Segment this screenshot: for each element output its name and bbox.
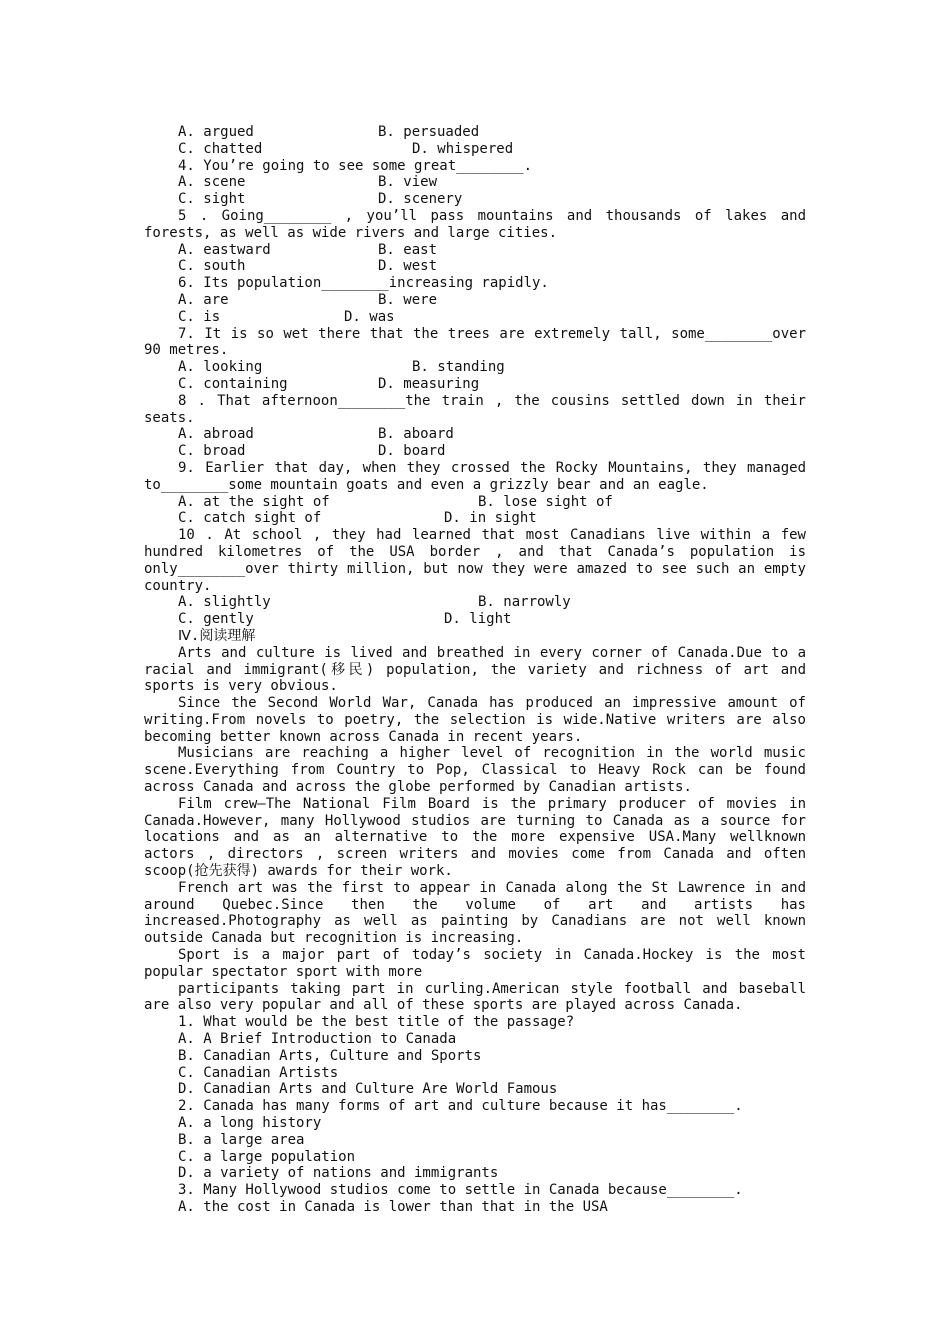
- passage-line: racial and immigrant(移民) population, the variety and richness of art and: [144, 661, 806, 678]
- option: B. lose sight of: [478, 493, 613, 510]
- option: A. argued: [178, 124, 254, 140]
- option: A. looking: [178, 359, 263, 376]
- option: D. Canadian Arts and Culture Are World Famous: [178, 1081, 558, 1098]
- option: D. west: [378, 258, 438, 275]
- option-row: [144, 443, 806, 460]
- passage-line: writing.From novels to poetry, the selection is wide.Native writers are also: [144, 711, 806, 728]
- option: D. board: [378, 443, 446, 460]
- option: C. south: [178, 258, 246, 275]
- question-text: seats.: [144, 409, 195, 426]
- option: C. Canadian Artists: [178, 1064, 339, 1081]
- question-text: country.: [144, 577, 212, 594]
- option: B. persuaded: [378, 124, 480, 140]
- option: D. scenery: [378, 191, 463, 208]
- option-row: [144, 124, 806, 141]
- question-text: 7. It is so wet there that the trees are extremely tall, some________over: [178, 325, 806, 342]
- question-text: 1. What would be the best title of the passage?: [178, 1014, 575, 1031]
- option: C. is: [178, 308, 221, 325]
- option-row: [144, 174, 806, 191]
- option: D. was: [344, 308, 395, 325]
- passage-line: Since the Second World War, Canada has produced an impressive amount of: [178, 695, 806, 712]
- option: D. a variety of nations and immigrants: [178, 1165, 499, 1182]
- question-text: 90 metres.: [144, 342, 229, 359]
- option-row: [144, 611, 806, 628]
- option: C. a large population: [178, 1148, 356, 1165]
- option: D. whispered: [412, 140, 514, 157]
- passage-line: around Quebec.Since then the volume of art and artists has: [144, 896, 806, 913]
- option: C. gently: [178, 611, 254, 628]
- option-row: [144, 594, 806, 611]
- passage-line: across Canada and across the globe performed by Canadian artists.: [144, 779, 692, 796]
- passage-line: scene.Everything from Country to Pop, Classical to Heavy Rock can be found: [144, 762, 806, 779]
- option-row: [144, 141, 806, 158]
- option: A. scene: [178, 174, 246, 191]
- document-page: [144, 124, 806, 1216]
- option-row: [144, 359, 806, 376]
- option: C. broad: [178, 443, 246, 460]
- option-row: [144, 191, 806, 208]
- option: B. narrowly: [478, 594, 571, 611]
- option: A. slightly: [178, 594, 271, 611]
- option: B. a large area: [178, 1131, 305, 1148]
- passage-line: scoop(抢先获得) awards for their work.: [144, 863, 453, 880]
- passage-line: Canada.However, many Hollywood studios are turning to Canada as a source for: [144, 812, 806, 829]
- passage-line: sports is very obvious.: [144, 678, 338, 695]
- option: A. the cost in Canada is lower than that in the USA: [178, 1199, 608, 1215]
- question-text: 9. Earlier that day, when they crossed the Rocky Mountains, they managed: [178, 459, 806, 476]
- option: B. aboard: [378, 426, 454, 443]
- option: D. in sight: [444, 510, 537, 527]
- option-row: [144, 510, 806, 527]
- option: D. measuring: [378, 375, 480, 392]
- option: C. containing: [178, 375, 288, 392]
- passage-line: Sport is a major part of today’s society in Canada.Hockey is the most: [178, 947, 806, 964]
- option: C. catch sight of: [178, 510, 322, 527]
- option: A. eastward: [178, 241, 271, 258]
- passage-line: locations and as an alternative to the more expensive USA.Many wellknown: [144, 829, 806, 846]
- passage-line: becoming better known across Canada in recent years.: [144, 728, 583, 745]
- question-text: 2. Canada has many forms of art and culture because it has________.: [178, 1098, 743, 1115]
- option: B. were: [378, 291, 438, 308]
- passage-line: French art was the first to appear in Canada along the St Lawrence in and: [178, 879, 806, 896]
- option: B. view: [378, 174, 438, 191]
- passage-line: are also very popular and all of these sports are played across Canada.: [144, 997, 743, 1014]
- option: C. sight: [178, 191, 246, 208]
- option-row: [144, 426, 806, 443]
- question-text: 5 . Going________ , you’ll pass mountains and thousands of lakes and: [178, 207, 806, 224]
- option: B. Canadian Arts, Culture and Sports: [178, 1047, 482, 1064]
- passage-line: increased.Photography as well as painting by Canadians are not well known: [144, 913, 806, 930]
- option: B. standing: [412, 359, 505, 376]
- option-row: [144, 292, 806, 309]
- option-row: [144, 242, 806, 259]
- passage-line: outside Canada but recognition is increasing.: [144, 930, 524, 947]
- option-row: [144, 376, 806, 393]
- option: C. chatted: [178, 140, 263, 157]
- question-text: 3. Many Hollywood studios come to settle in Canada because________.: [178, 1182, 743, 1199]
- passage-line: Film crew—The National Film Board is the primary producer of movies in: [178, 795, 806, 812]
- question-text: hundred kilometres of the USA border , and that Canada’s population is: [144, 543, 806, 560]
- option: D. light: [444, 611, 512, 628]
- option: A. at the sight of: [178, 493, 330, 510]
- question-text: to________some mountain goats and even a grizzly bear and an eagle.: [144, 476, 709, 493]
- passage-line: popular spectator sport with more: [144, 963, 423, 980]
- question-text: 8 . That afternoon________the train , the cousins settled down in their: [178, 392, 806, 409]
- question-text: 10 . At school , they had learned that most Canadians live within a few: [178, 527, 806, 544]
- option: A. A Brief Introduction to Canada: [178, 1031, 457, 1048]
- option: B. east: [378, 241, 438, 258]
- passage-line: actors , directors , screen writers and movies come from Canada and often: [144, 846, 806, 863]
- passage-line: Arts and culture is lived and breathed in every corner of Canada.Due to a: [178, 644, 806, 661]
- section-heading: Ⅳ.阅读理解: [178, 627, 256, 644]
- question-text: 4. You’re going to see some great________.: [178, 157, 533, 174]
- option-row: [144, 494, 806, 511]
- passage-line: Musicians are reaching a higher level of recognition in the world music: [178, 745, 806, 762]
- option-row: [144, 258, 806, 275]
- passage-line: participants taking part in curling.American style football and baseball: [178, 980, 806, 997]
- option-row: [144, 309, 806, 326]
- question-text: only________over thirty million, but now they were amazed to see such an empty: [144, 560, 806, 577]
- question-text: 6. Its population________increasing rapidly.: [178, 275, 549, 292]
- option: A. abroad: [178, 426, 254, 443]
- option: A. a long history: [178, 1115, 322, 1132]
- question-text: forests, as well as wide rivers and large cities.: [144, 224, 558, 241]
- option: A. are: [178, 291, 229, 308]
